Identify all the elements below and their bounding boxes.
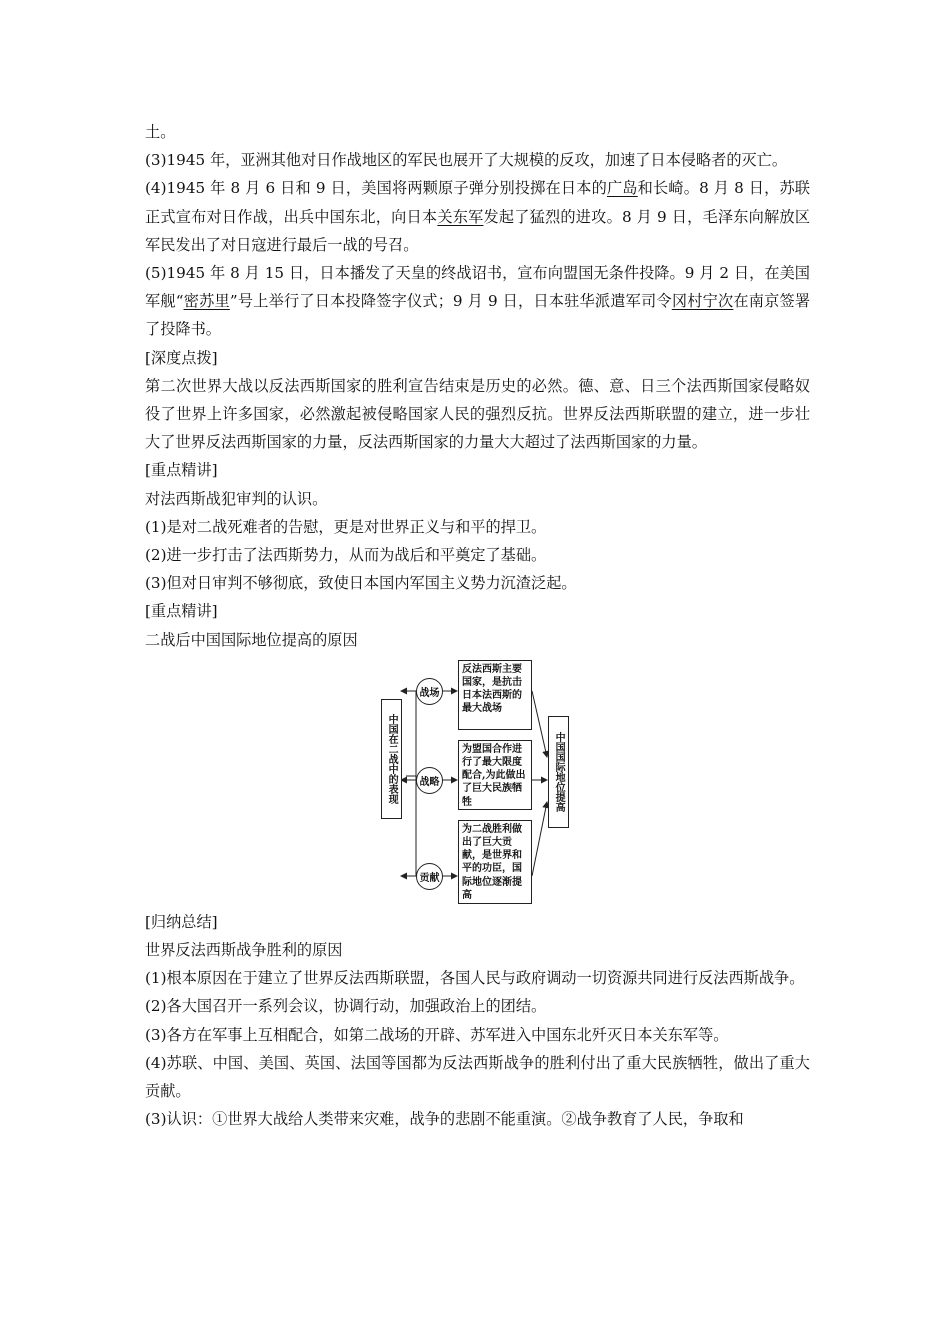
section-heading: [重点精讲] (145, 461, 218, 480)
paragraph: (3)1945 年，亚洲其他对日作战地区的军民也展开了大规模的反攻，加速了日本侵略者的灭亡。 (145, 151, 788, 170)
paragraph-4: (4)1945 年 8 月 6 日和 9 日，美国将两颗原子弹分别投掷在日本的广岛和长崎。8 月 8 日，苏联正式宣布对日作战，出兵中国东北，向日本关东军发起了猛烈的进攻。8 月 9 日，毛泽东向解放区军民发出了对日寇进行最后一战的号召。 (145, 179, 811, 254)
section-heading: [重点精讲] (145, 602, 218, 621)
list-item: (3)各方在军事上互相配合，如第二战场的开辟、苏军进入中国东北歼灭日本关东军等。 (145, 1025, 729, 1044)
underlined-term: 广岛 (606, 179, 638, 198)
diagram-right-box: 中国国际地位提高 (548, 716, 569, 828)
paragraph-5: (5)1945 年 8 月 15 日，日本播发了天皇的终战诏书，宣布向盟国无条件投降。9 月 2 日，在美国军舰“密苏里”号上举行了日本投降签字仪式；9 月 9 日，日本驻华派遣军司令冈村宁次在南京签署了投降书。 (145, 264, 811, 339)
paragraph: 二战后中国国际地位提高的原因 (145, 630, 358, 649)
list-item: (1)是对二战死难者的告慰，更是对世界正义与和平的捍卫。 (145, 517, 547, 536)
underlined-term: 密苏里 (183, 292, 230, 311)
paragraph: 对法西斯战犯审判的认识。 (145, 489, 328, 508)
paragraph: 世界反法西斯战争胜利的原因 (145, 941, 343, 960)
paragraph: 第二次世界大战以反法西斯国家的胜利宣告结束是历史的必然。德、意、日三个法西斯国家侵略奴役了世界上许多国家，必然激起被侵略国家人民的强烈反抗。世界反法西斯联盟的建立，进一步壮大了世界反法西斯国家的力量，反法西斯国家的力量大大超过了法西斯国家的力量。 (145, 376, 810, 452)
diagram-node: 贡献 (416, 863, 443, 890)
list-item: (4)苏联、中国、美国、英国、法国等国都为反法西斯战争的胜利付出了重大民族牺牲，做出了重大贡献。 (145, 1053, 810, 1101)
diagram-detail-box: 反法西斯主要国家，是抗击日本法西斯的最大战场 (458, 660, 532, 730)
diagram-left-box: 中国在二战中的表现 (381, 699, 402, 819)
document-page (145, 118, 810, 1133)
list-item: (1)根本原因在于建立了世界反法西斯联盟，各国人民与政府调动一切资源共同进行反法西斯战争。 (145, 969, 805, 988)
list-item: (3)但对日审判不够彻底，致使日本国内军国主义势力沉渣泛起。 (145, 574, 577, 593)
paragraph: 土。 (145, 123, 176, 141)
underlined-term: 关东军 (437, 207, 484, 226)
diagram-node: 战略 (416, 767, 443, 794)
diagram-detail-box: 为二战胜利做出了巨大贡献，是世界和平的功臣，国际地位逐渐提高 (458, 820, 532, 904)
list-item: (3)认识：①世界大战给人类带来灾难，战争的悲剧不能重演。②战争教育了人民，争取和 (145, 1110, 744, 1129)
section-heading: [深度点拨] (145, 348, 218, 367)
list-item: (2)进一步打击了法西斯势力，从而为战后和平奠定了基础。 (145, 546, 547, 565)
diagram-node: 战场 (416, 678, 443, 705)
flow-diagram (145, 659, 810, 905)
section-heading: [归纳总结] (145, 912, 218, 931)
list-item: (2)各大国召开一系列会议，协调行动，加强政治上的团结。 (145, 997, 547, 1016)
underlined-term: 冈村宁次 (671, 292, 734, 311)
diagram-detail-box: 为盟国合作进行了最大限度配合,为此做出了巨大民族牺牲 (458, 740, 532, 810)
